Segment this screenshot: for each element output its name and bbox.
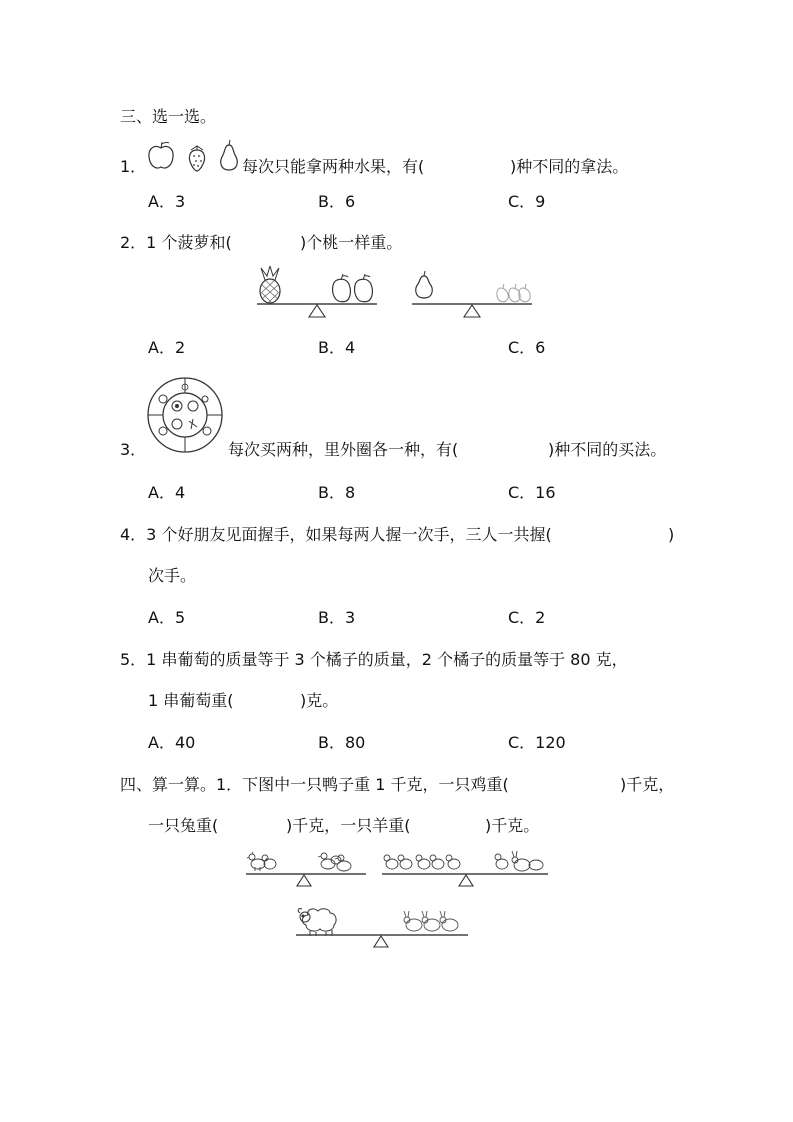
q5-line1: 5．1 串葡萄的质量等于 3 个橘子的质量，2 个橘子的质量等于 80 克， <box>120 650 628 669</box>
q4-line1-after: ) <box>668 525 675 544</box>
q4-option-a[interactable]: A．5 <box>148 608 186 627</box>
section4-line1-after: )千克， <box>620 775 675 794</box>
q5-line2-before: 1 串葡萄重( <box>148 691 234 710</box>
q3-text-before: 每次买两种，里外圈各一种，有( <box>228 440 459 459</box>
q5-option-a[interactable]: A．40 <box>148 733 196 752</box>
chicken-icon <box>384 855 460 869</box>
section4-line2-c: )千克。 <box>485 816 540 835</box>
balance-scale-icon <box>410 270 535 318</box>
chicken-icon <box>247 852 276 871</box>
balance-scale-icon <box>255 266 380 318</box>
q2-text-after: )个桃一样重。 <box>300 233 403 252</box>
q1-option-a[interactable]: A．3 <box>148 192 186 211</box>
duck-icon <box>318 853 351 871</box>
pineapple-icon <box>260 266 280 303</box>
q5-line2-after: )克。 <box>300 691 339 710</box>
q5-option-b[interactable]: B．80 <box>318 733 366 752</box>
q4-option-b[interactable]: B．3 <box>318 608 356 627</box>
q3-option-c[interactable]: C．16 <box>508 483 556 502</box>
q1-option-b[interactable]: B．6 <box>318 192 356 211</box>
apple-icon <box>145 140 177 172</box>
q3-number: 3． <box>120 440 147 459</box>
q2-option-a[interactable]: A．2 <box>148 338 186 357</box>
pear-icon <box>216 139 242 173</box>
q1-text-after: )种不同的拿法。 <box>510 157 629 176</box>
section4-line2-b: )千克，一只羊重( <box>286 816 411 835</box>
strawberry-icon <box>186 144 208 172</box>
q1-option-c[interactable]: C．9 <box>508 192 546 211</box>
q3-text-after: )种不同的买法。 <box>548 440 667 459</box>
rabbit-icon <box>404 911 458 931</box>
q3-option-a[interactable]: A．4 <box>148 483 186 502</box>
peach-icon <box>497 284 530 302</box>
pear-icon <box>416 271 432 298</box>
q1-text-before: 每次只能拿两种水果，有( <box>242 157 425 176</box>
section4-line2-a: 一只兔重( <box>148 816 219 835</box>
duck-icon <box>495 854 508 869</box>
section4-line1-before: 四、算一算。1．下图中一只鸭子重 1 千克，一只鸡重( <box>120 775 509 794</box>
q4-line1-before: 4．3 个好朋友见面握手，如果每两人握一次手，三人一共握( <box>120 525 552 544</box>
q2-text-before: 2．1 个菠萝和( <box>120 233 232 252</box>
q3-option-b[interactable]: B．8 <box>318 483 356 502</box>
q4-line2: 次手。 <box>148 566 197 585</box>
balance-scale-icon <box>380 846 550 888</box>
q5-option-c[interactable]: C．120 <box>508 733 566 752</box>
q2-option-c[interactable]: C．6 <box>508 338 546 357</box>
fruit-circle-icon <box>145 375 225 455</box>
rabbit-icon <box>512 851 543 871</box>
q4-option-c[interactable]: C．2 <box>508 608 546 627</box>
balance-scale-icon <box>294 903 470 949</box>
peach-icon <box>355 274 373 302</box>
section-heading: 三、选一选。 <box>120 107 217 126</box>
q2-option-b[interactable]: B．4 <box>318 338 356 357</box>
sheep-icon <box>298 908 336 936</box>
balance-scale-icon <box>244 846 368 888</box>
peach-icon <box>333 274 351 302</box>
q1-number: 1． <box>120 157 147 176</box>
